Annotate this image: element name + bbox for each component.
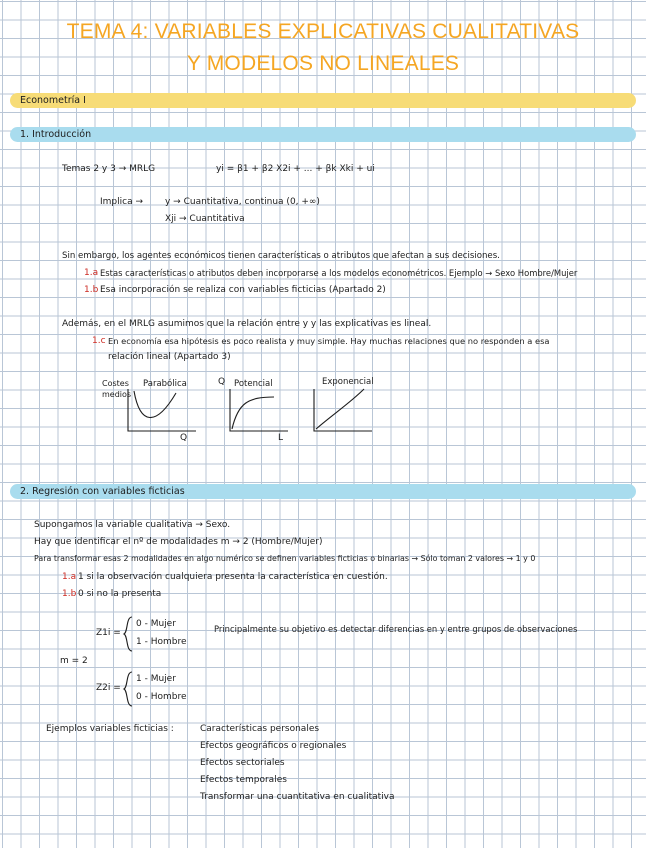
graph-2-xlabel: L	[278, 433, 284, 443]
z2-brace-path	[124, 672, 132, 706]
graph-1-ylabel-1: Costes	[102, 379, 129, 388]
para-transformar-text: Para transformar esas 2 modalidades en algo numérico se definen variables ficticias o binarias → Sólo toman 2 valores → 1 y 0	[34, 554, 536, 563]
z2-brace	[122, 671, 134, 707]
section-2-heading: 2. Regresión con variables ficticias	[20, 486, 185, 497]
z2-case-1: 1 - Mujer	[136, 674, 176, 684]
ejemplo-item: Características personales	[200, 724, 320, 734]
z1-label: Z1i =	[96, 628, 121, 638]
exponential-graph	[306, 385, 378, 435]
z2-label: Z2i =	[96, 683, 121, 693]
ademas-text: Además, en el MRLG asumimos que la relación entre y y las explicativas es lineal.	[62, 319, 432, 329]
bullet-3-text-line-1: En economía esa hipótesis es poco realista y muy simple. Hay muchas relaciones que no responden a esa	[108, 336, 550, 346]
graph-2-title: Potencial	[234, 379, 273, 389]
potential-graph	[222, 385, 294, 435]
hay-que-text: Hay que identificar el nº de modalidades m → 2 (Hombre/Mujer)	[34, 537, 323, 547]
graph-3-axes	[314, 389, 372, 431]
bullet-1-marker: 1.a	[84, 268, 99, 278]
supongamos-text: Supongamos la variable cualitativa → Sexo.	[34, 520, 231, 530]
subject-band	[10, 93, 636, 108]
parabolic-curve	[134, 391, 176, 418]
z1-case-1: 0 - Mujer	[136, 619, 176, 629]
bullet-3-marker: 1.c	[92, 336, 106, 346]
sin-embargo-text: Sin embargo, los agentes económicos tienen características o atributos que afectan a sus decisiones.	[62, 251, 500, 261]
z1-brace	[122, 616, 134, 652]
regression-equation: yi = β1 + β2 X2i + ... + βk Xki + ui	[216, 164, 375, 174]
page-title-line-1: TEMA 4: VARIABLES EXPLICATIVAS CUALITATIVAS	[66, 20, 580, 43]
ejemplos-label: Ejemplos variables ficticias :	[46, 724, 174, 734]
ejemplo-item: Transformar una cuantitativa en cualitativa	[200, 792, 395, 802]
subject-label: Econometría I	[20, 95, 86, 106]
implica-label: Implica →	[100, 197, 144, 207]
bullet-2-marker: 1.b	[84, 285, 99, 295]
z1-brace-path	[124, 617, 132, 651]
z1-case-2: 1 - Hombre	[136, 637, 187, 647]
graph-1-ylabel-2: medios	[102, 390, 132, 399]
ejemplo-item: Efectos geográficos o regionales	[200, 741, 347, 751]
implica-y: y → Cuantitativa, continua (0, +∞)	[165, 197, 320, 207]
graph-3-title: Exponencial	[322, 377, 374, 387]
bullet-4-text: 1 si la observación cualquiera presenta la característica en cuestión.	[78, 572, 388, 582]
ejemplo-item: Efectos sectoriales	[200, 758, 285, 768]
temas-line: Temas 2 y 3 → MRLG	[62, 164, 156, 174]
bullet-2-text: Esa incorporación se realiza con variables ficticias (Apartado 2)	[100, 285, 386, 295]
parabolic-graph	[120, 385, 200, 435]
z2-case-2: 0 - Hombre	[136, 692, 187, 702]
ejemplo-item: Efectos temporales	[200, 775, 287, 785]
bullet-5-marker: 1.b	[62, 589, 77, 599]
bullet-1-text: Estas características o atributos deben incorporarse a los modelos econométricos. Ejemplo → Sexo Hombre/Mujer	[100, 268, 578, 278]
section-1-heading: 1. Introducción	[20, 129, 92, 140]
graph-1-xlabel: Q	[180, 433, 188, 443]
section-1-band	[10, 127, 636, 142]
exponential-curve	[316, 389, 364, 429]
implica-x: Xji → Cuantitativa	[165, 214, 245, 224]
bullet-4-marker: 1.a	[62, 572, 77, 582]
potential-curve	[232, 397, 274, 429]
bullet-5-text: 0 si no la presenta	[78, 589, 162, 599]
graph-2-ylabel: Q	[218, 377, 226, 387]
m-equals: m = 2	[60, 656, 88, 666]
section-2-band	[10, 484, 636, 499]
graph-1-axes	[128, 389, 196, 431]
graph-1-title: Parabólica	[143, 379, 187, 389]
principalmente-text: Principalmente su objetivo es detectar diferencias en y entre grupos de observaciones	[214, 624, 578, 634]
bullet-3-text-line-2: relación lineal (Apartado 3)	[108, 352, 231, 362]
page-title-line-2: Y MODELOS NO LINEALES	[186, 52, 460, 75]
